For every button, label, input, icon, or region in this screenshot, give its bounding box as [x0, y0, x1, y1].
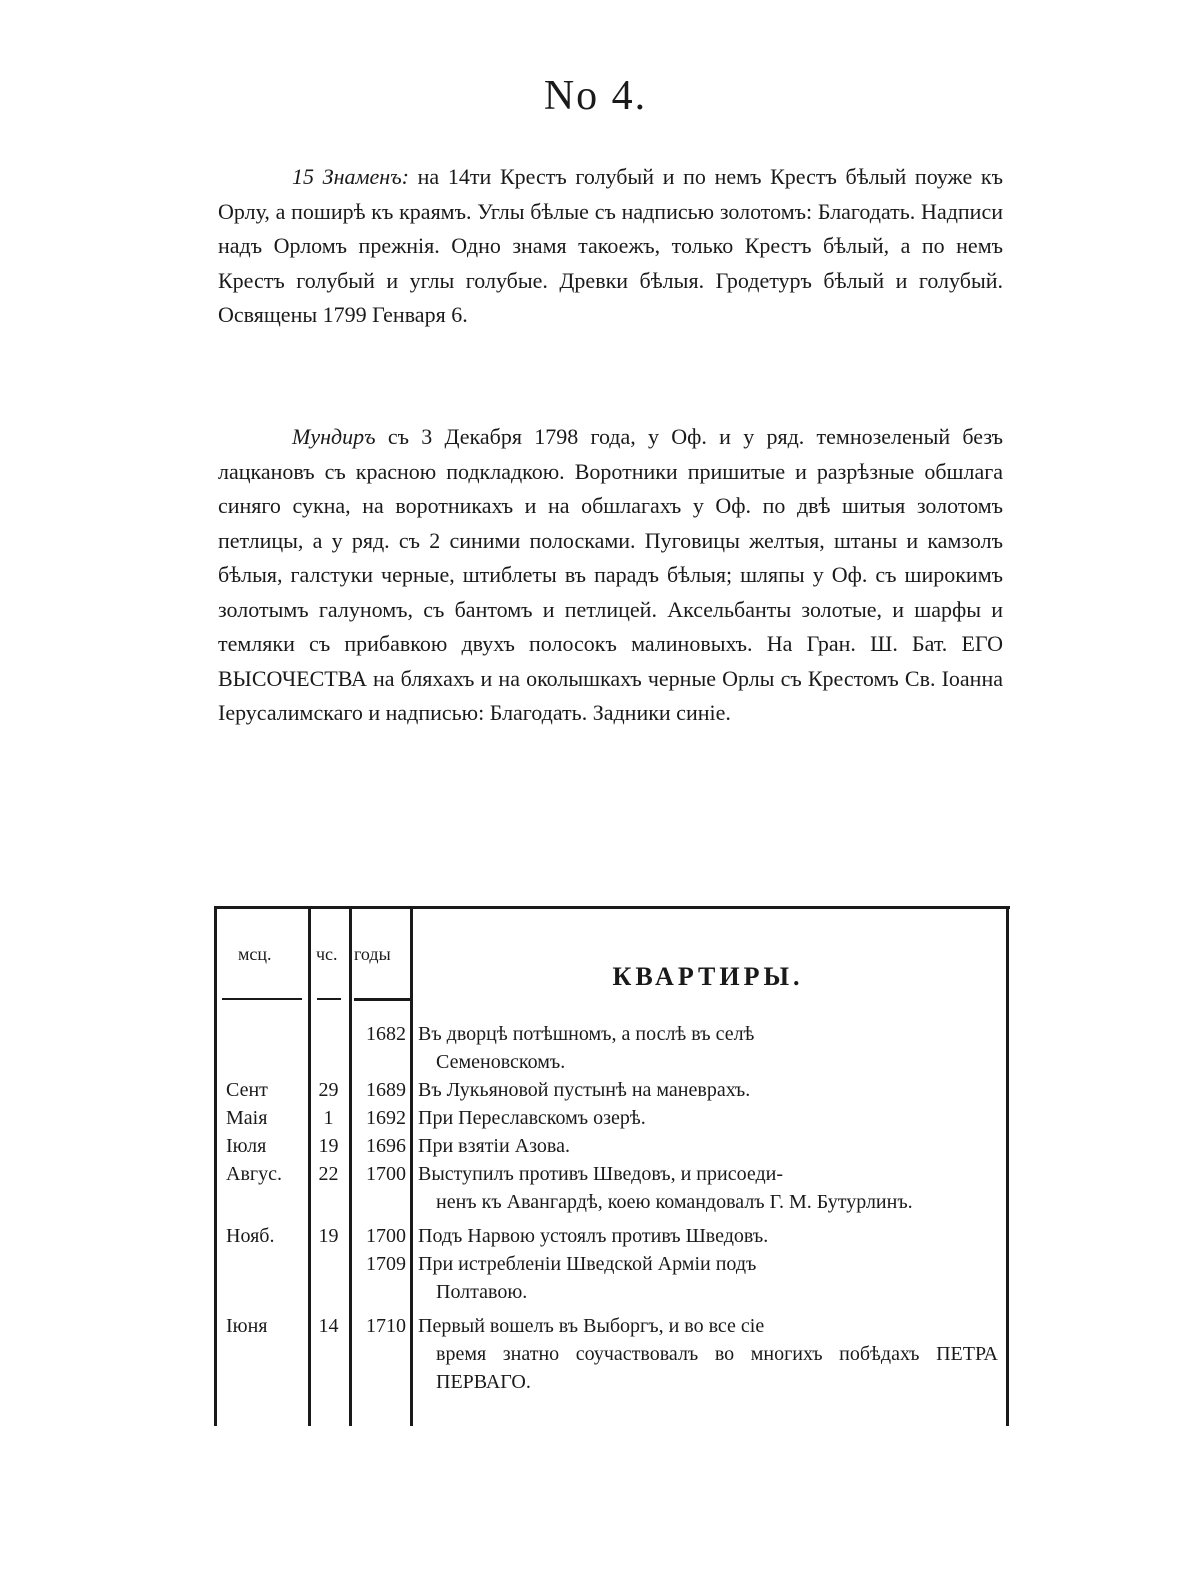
cell-year: 1696 — [366, 1135, 406, 1157]
table-row — [214, 1160, 1010, 1216]
cell-event: При взятіи Азова. — [418, 1135, 570, 1157]
table-row — [214, 1020, 1010, 1076]
event-line: Первый вошелъ въ Выборгъ, и во все сіе — [418, 1315, 765, 1337]
table-body — [214, 1020, 1010, 1396]
cell-month: Нояб. — [226, 1225, 275, 1247]
table-row — [214, 1312, 1010, 1396]
header-month: мсц. — [238, 944, 272, 964]
page-number: No 4. — [543, 73, 648, 119]
cell-day — [308, 1020, 349, 1076]
cell-event: Въ Лукьяновой пустынѣ на маневрахъ. — [418, 1079, 751, 1101]
cell-day: 14 — [318, 1315, 339, 1337]
cell-month — [214, 1250, 308, 1306]
table-row — [214, 1222, 1010, 1250]
cell-year: 1692 — [366, 1107, 406, 1129]
event-line: При истребленіи Шведской Арміи подъ — [418, 1253, 757, 1275]
cell-day: 19 — [318, 1135, 339, 1157]
cell-month: Сент — [226, 1079, 268, 1101]
cell-year: 1709 — [366, 1253, 406, 1275]
paragraph-lead: Мундиръ — [292, 424, 376, 449]
event-line: время знатно соучаствовалъ во многихъ побѣдахъ ПЕТРА ПЕРВАГО. — [436, 1343, 998, 1393]
cell-event: Подъ Нарвою устоялъ противъ Шведовъ. — [418, 1225, 769, 1247]
cell-year: 1700 — [366, 1163, 406, 1185]
paragraph-banners — [218, 160, 1003, 333]
cell-event: При Переславскомъ озерѣ. — [418, 1107, 646, 1129]
event-line: Выступилъ противъ Шведовъ, и присоеди- — [418, 1163, 783, 1185]
cell-event — [410, 1312, 998, 1396]
header-underline — [222, 998, 302, 1000]
header-underline — [317, 998, 341, 1000]
header-quarters: КВАРТИРЫ. — [612, 962, 804, 991]
cell-year: 1689 — [366, 1079, 406, 1101]
table-row — [214, 1132, 1010, 1160]
paragraph-lead: 15 Знаменъ: — [292, 164, 409, 189]
cell-month — [214, 1020, 308, 1076]
paragraph-text: съ 3 Декабря 1798 года, у Оф. и у ряд. темнозеленый безъ лацкановъ съ красною подкладкою. Воротники пришитые и разрѣзные обшлага синяго сукна, на воротникахъ и на обшлагахъ у Оф. по двѣ шитыя золотомъ петлицы, а у ряд. съ 2 синими полосками. Пуговицы желтыя, штаны и камзолъ бѣлыя, галстуки черные, штиблеты въ парадъ бѣлыя; шляпы у Оф. съ широкимъ золотымъ галуномъ, съ бантомъ и петлицей. Аксельбанты золотые, и шарфы и темляки съ прибавкою двухъ полосокъ малиновыхъ. На Гран. Ш. Бат. ЕГО ВЫСОЧЕСТВА на бляхахъ и на околышкахъ черные Орлы съ Крестомъ Св. Іоанна Іерусалимскаго и надписью: Благодать. Задники синіе. — [218, 424, 1004, 725]
event-line: ненъ къ Авангардѣ, коею командовалъ Г. М. Бутурлинъ. — [436, 1191, 913, 1213]
cell-month: Авгус. — [226, 1163, 282, 1185]
quarters-table — [214, 906, 1010, 1426]
paragraph-uniform — [218, 420, 1003, 731]
cell-day — [308, 1250, 349, 1306]
cell-year: 1700 — [366, 1225, 406, 1247]
paragraph-text: на 14ти Крестъ голубый и по немъ Крестъ бѣлый поуже къ Орлу, а поширѣ къ краямъ. Углы бѣлые съ надписью золотомъ: Благодать. Надписи надъ Орломъ прежнія. Одно знамя такоежъ, только Крестъ бѣлый, а по немъ Крестъ голубый и углы голубые. Древки бѣлыя. Гродетуръ бѣлый и голубый. Освящены 1799 Генваря 6. — [218, 164, 1003, 327]
event-line: Полтавою. — [436, 1281, 528, 1303]
table-row — [214, 1076, 1010, 1104]
table-row — [214, 1250, 1010, 1306]
table-row — [214, 1104, 1010, 1132]
header-day: чс. — [316, 944, 338, 964]
header-year: годы — [354, 944, 391, 964]
event-line: Семеновскомъ. — [436, 1051, 566, 1073]
cell-day: 29 — [318, 1079, 339, 1101]
cell-day: 22 — [318, 1163, 339, 1185]
cell-month: Іюня — [226, 1315, 268, 1337]
cell-day: 1 — [323, 1107, 334, 1129]
cell-event — [410, 1250, 998, 1306]
cell-event — [410, 1020, 998, 1076]
cell-year: 1682 — [366, 1023, 406, 1045]
header-underline — [354, 998, 410, 1001]
cell-day: 19 — [318, 1225, 339, 1247]
cell-month: Маія — [226, 1107, 268, 1129]
cell-event — [410, 1160, 998, 1216]
cell-year: 1710 — [366, 1315, 406, 1337]
table-top-rule — [214, 906, 1010, 909]
cell-month: Іюля — [226, 1135, 267, 1157]
event-line: Въ дворцѣ потѣшномъ, а послѣ въ селѣ — [418, 1023, 755, 1045]
